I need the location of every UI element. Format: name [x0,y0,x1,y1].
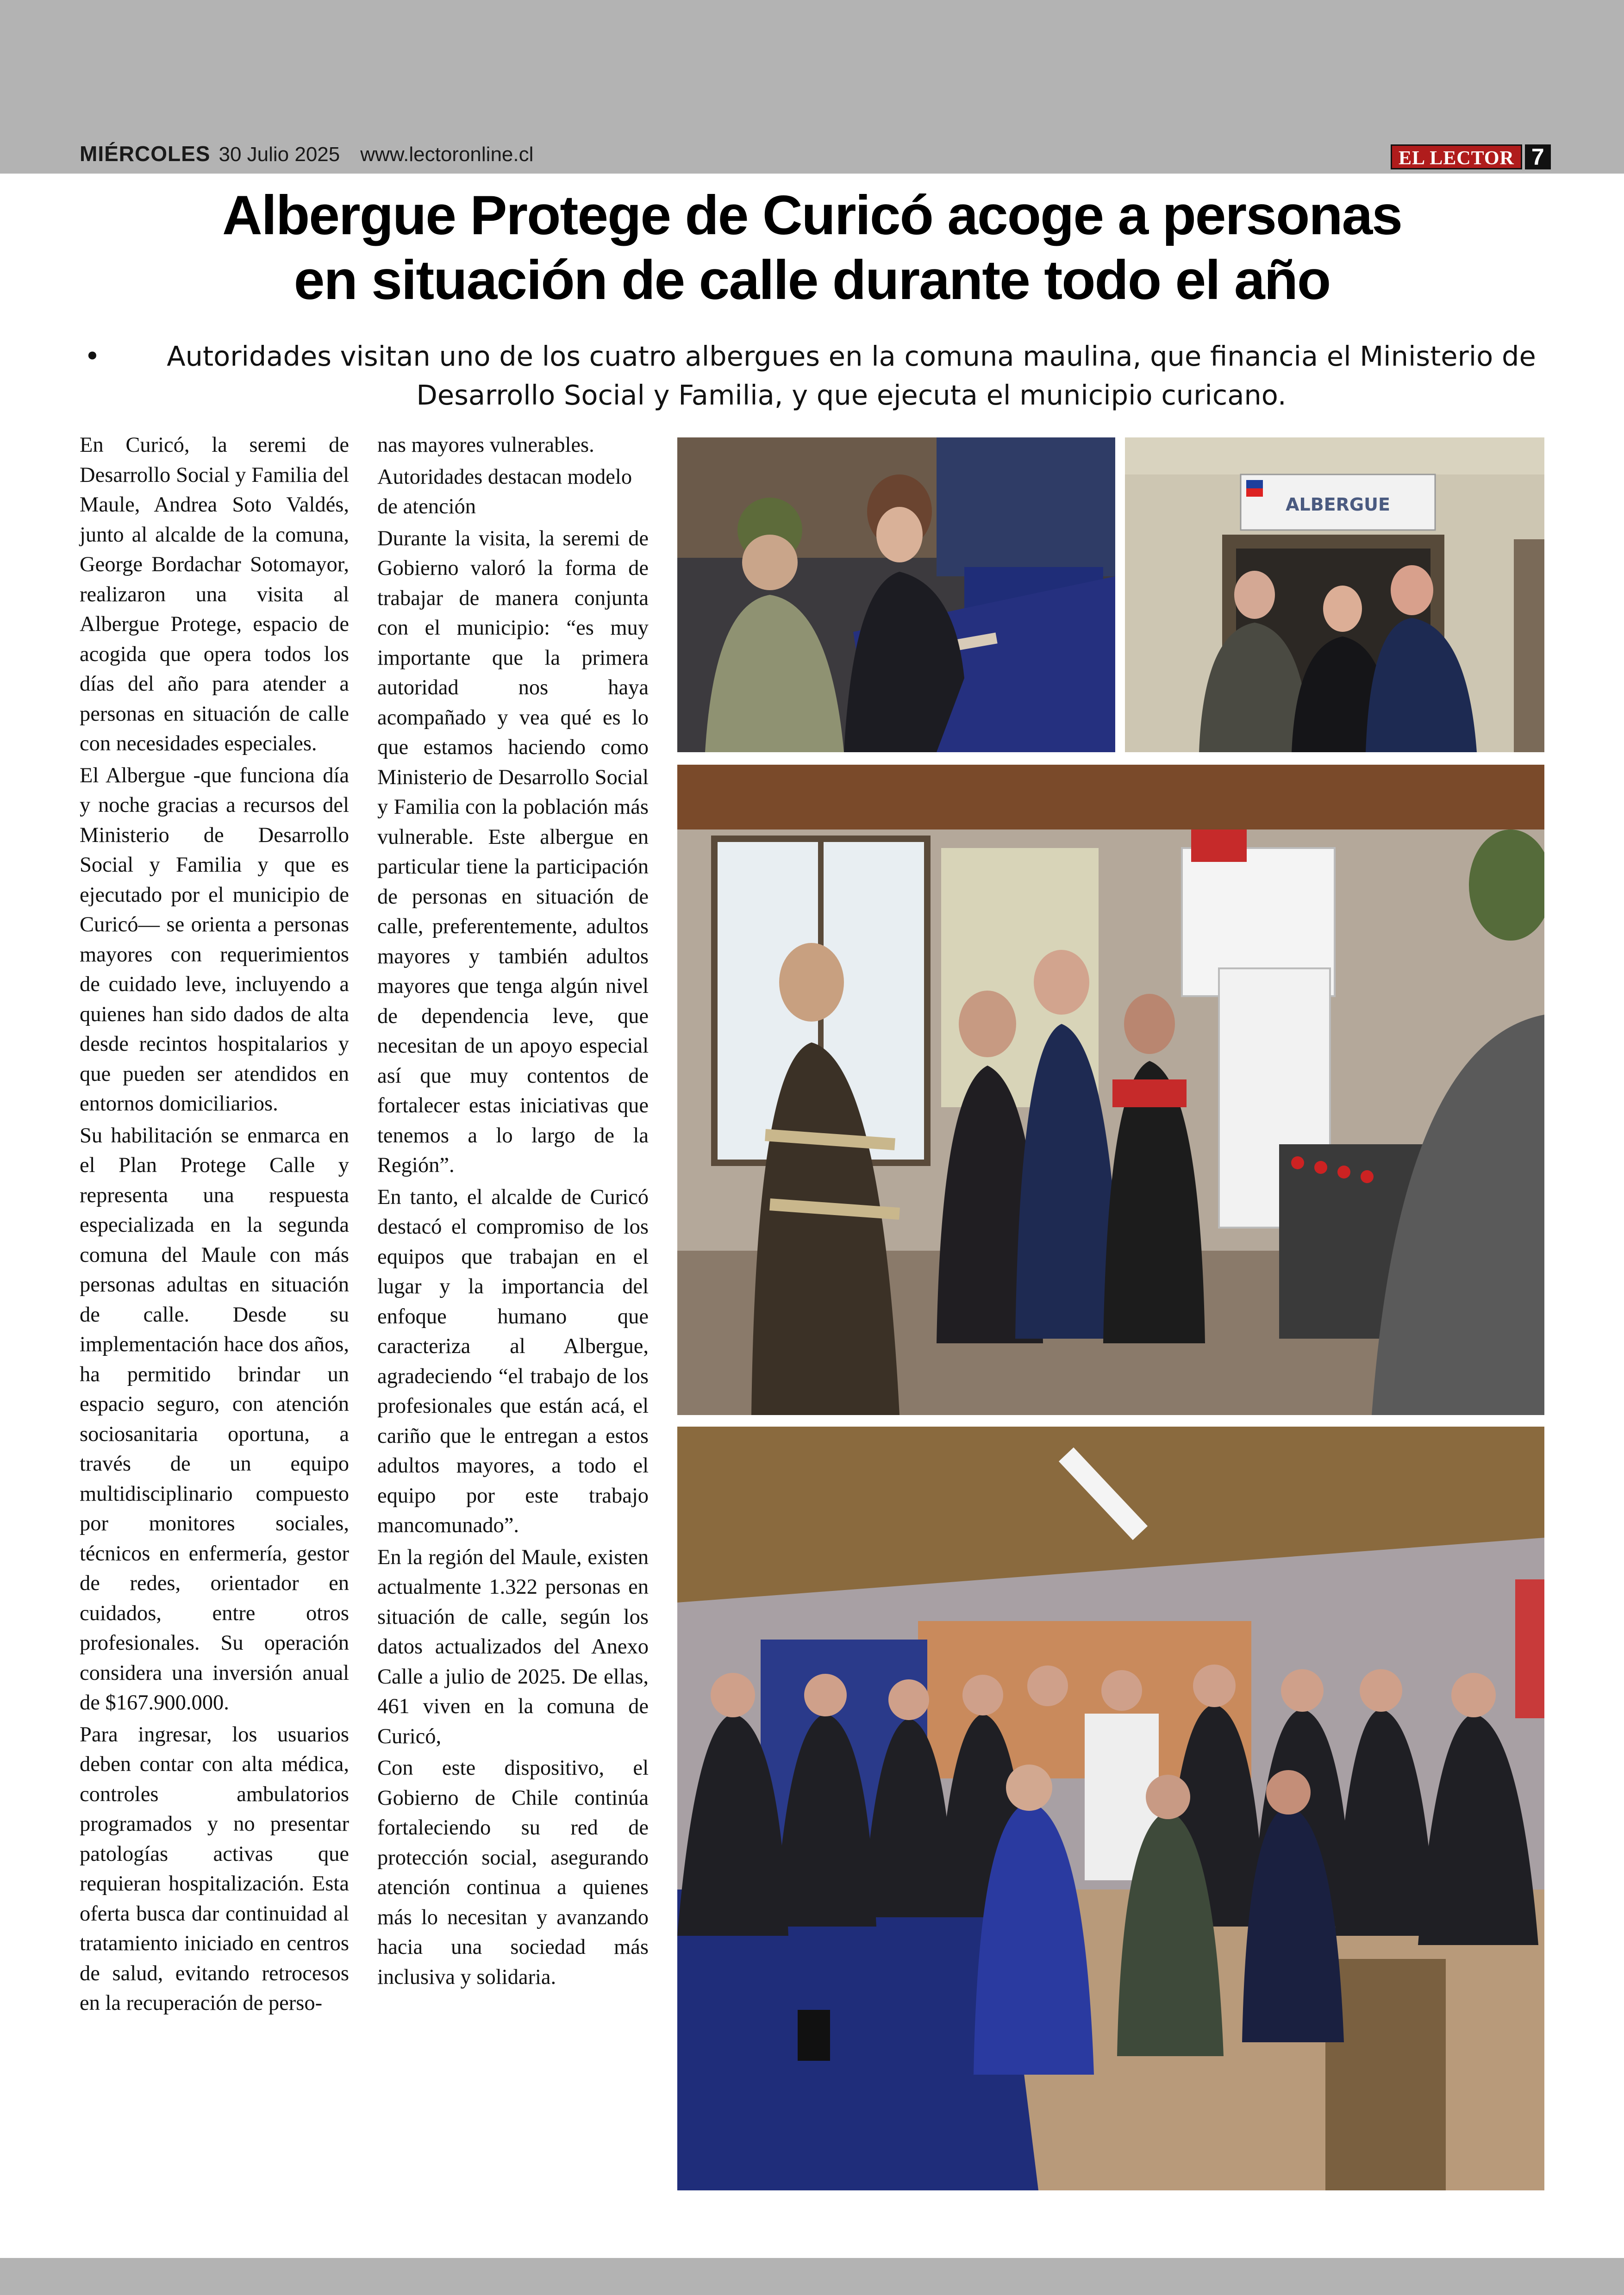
paragraph: Su habilitación se enmarca en el Plan Protege Calle y representa una respuesta especializada en la segunda comuna del Maule con más personas adultas en situación de calle. Desde su implementación hace dos años, ha permitido brindar un espacio seguro, con atención sociosanitaria oportuna, a través de un equipo multidisciplinario compuesto por monitores sociales, técnicos en enfermería, gestor de redes, orientador en cuidados, entre otros profesionales. Su operación considera una inversión anual de $167.900.000. [80,1123,349,1715]
subheadline-item [80,337,1544,415]
folio-website: www.lectoronline.cl [360,143,534,166]
paragraph: El Albergue -que funciona día y noche gracias a recursos del Ministerio de Desarrollo Social y Familia y que es ejecutado por el municipio de Curicó— se orienta a personas mayores con requerimientos de cuidado leve, incluyendo a quienes han sido dados de alta desde recintos hospitalarios y que pueden ser atendidos en entornos domiciliarios. [80,763,349,1116]
logo-text: EL LECTOR [1391,144,1522,169]
article-headline [80,183,1544,312]
albergue-sign: ALBERGUE [1286,494,1390,515]
photo-kitchen-group [677,765,1544,1415]
headline-line-1: Albergue Protege de Curicó acoge a personas [222,184,1402,246]
paragraph: En tanto, el alcalde de Curicó destacó el compromiso de los equipos que trabajan en el lugar y la importancia del enfoque humano que caracteriza al Albergue, agradeciendo “el trabajo de los profesionales que están acá, el cariño que le entregan a estos adultos mayores, a todo el equipo por este trabajo mancomunado”. [377,1185,649,1537]
paragraph: nas mayores vulnerables. [377,433,594,457]
paragraph: En la región del Maule, existen actualmente 1.322 personas en situación de calle, según los datos actualizados del Anexo Calle a julio de 2025. De ellas, 461 viven en la comuna de Curicó, [377,1545,649,1748]
bottom-margin-band [0,2258,1624,2295]
article-column-2 [377,430,649,1994]
photo-puzzle-table-image [677,437,1115,752]
photo-group-portrait-image [677,1427,1544,2190]
paragraph: Para ingresar, los usuarios deben contar con alta médica, controles ambulatorios programados y no presentar patologías activas que requieran hospitalización. Esta oferta busca dar continuidad al tratamiento iniciado en centros de salud, evitando retrocesos en la recuperación de perso- [80,1722,349,2015]
headline-line-2: en situación de calle durante todo el año [294,249,1330,311]
page-folio [80,141,533,169]
paragraph: En Curicó, la seremi de Desarrollo Social y Familia del Maule, Andrea Soto Valdés, junto al alcalde de la comuna, George Bordachar Sotomayor, realizaron una visita al Albergue Protege, espacio de acogida que opera todos los días del año para atender a personas en situación de calle con necesidades especiales. [80,433,349,755]
page-number: 7 [1525,144,1551,169]
photo-group-portrait [677,1427,1544,2190]
folio-day: MIÉRCOLES [80,142,211,166]
folio-date: 30 Julio 2025 [219,143,340,166]
photo-puzzle-table [677,437,1115,752]
bullet-icon: • [84,340,100,372]
article-subheadline [80,337,1544,415]
subheadline-text: Autoridades visitan uno de los cuatro albergues en la comuna maulina, que financia el Ministerio de Desarrollo Social y Familia, y que ejecuta el municipio curicano. [167,340,1536,411]
photo-albergue-entrance-image [1125,437,1544,752]
paragraph: Durante la visita, la seremi de Gobierno valoró la forma de trabajar de manera conjunta con el municipio: “es muy importante que la primera autoridad nos haya acompañado y vea qué es lo que estamos haciendo como Ministerio de Desarrollo Social y Familia con la población más vulnerable. Este albergue en particular tiene la participación de personas en situación de calle, preferentemente, adultos mayores y también adultos mayores que tenga algún nivel de dependencia leve, que necesitan de un apoyo especial así que muy contentos de fortalecer estas iniciativas que tenemos a lo largo de la Región”. [377,526,649,1177]
photo-albergue-entrance [1125,437,1544,752]
section-subtitle: Autoridades destacan modelo de atención [377,465,632,518]
photo-kitchen-group-image [677,765,1544,1415]
newspaper-logo [1391,144,1551,169]
paragraph: Con este dispositivo, el Gobierno de Chile continúa fortaleciendo su red de protección social, asegurando atención continua a quienes más lo necesitan y avanzando hacia una sociedad más inclusiva y solidaria. [377,1756,649,1989]
article-column-1 [80,430,349,2021]
